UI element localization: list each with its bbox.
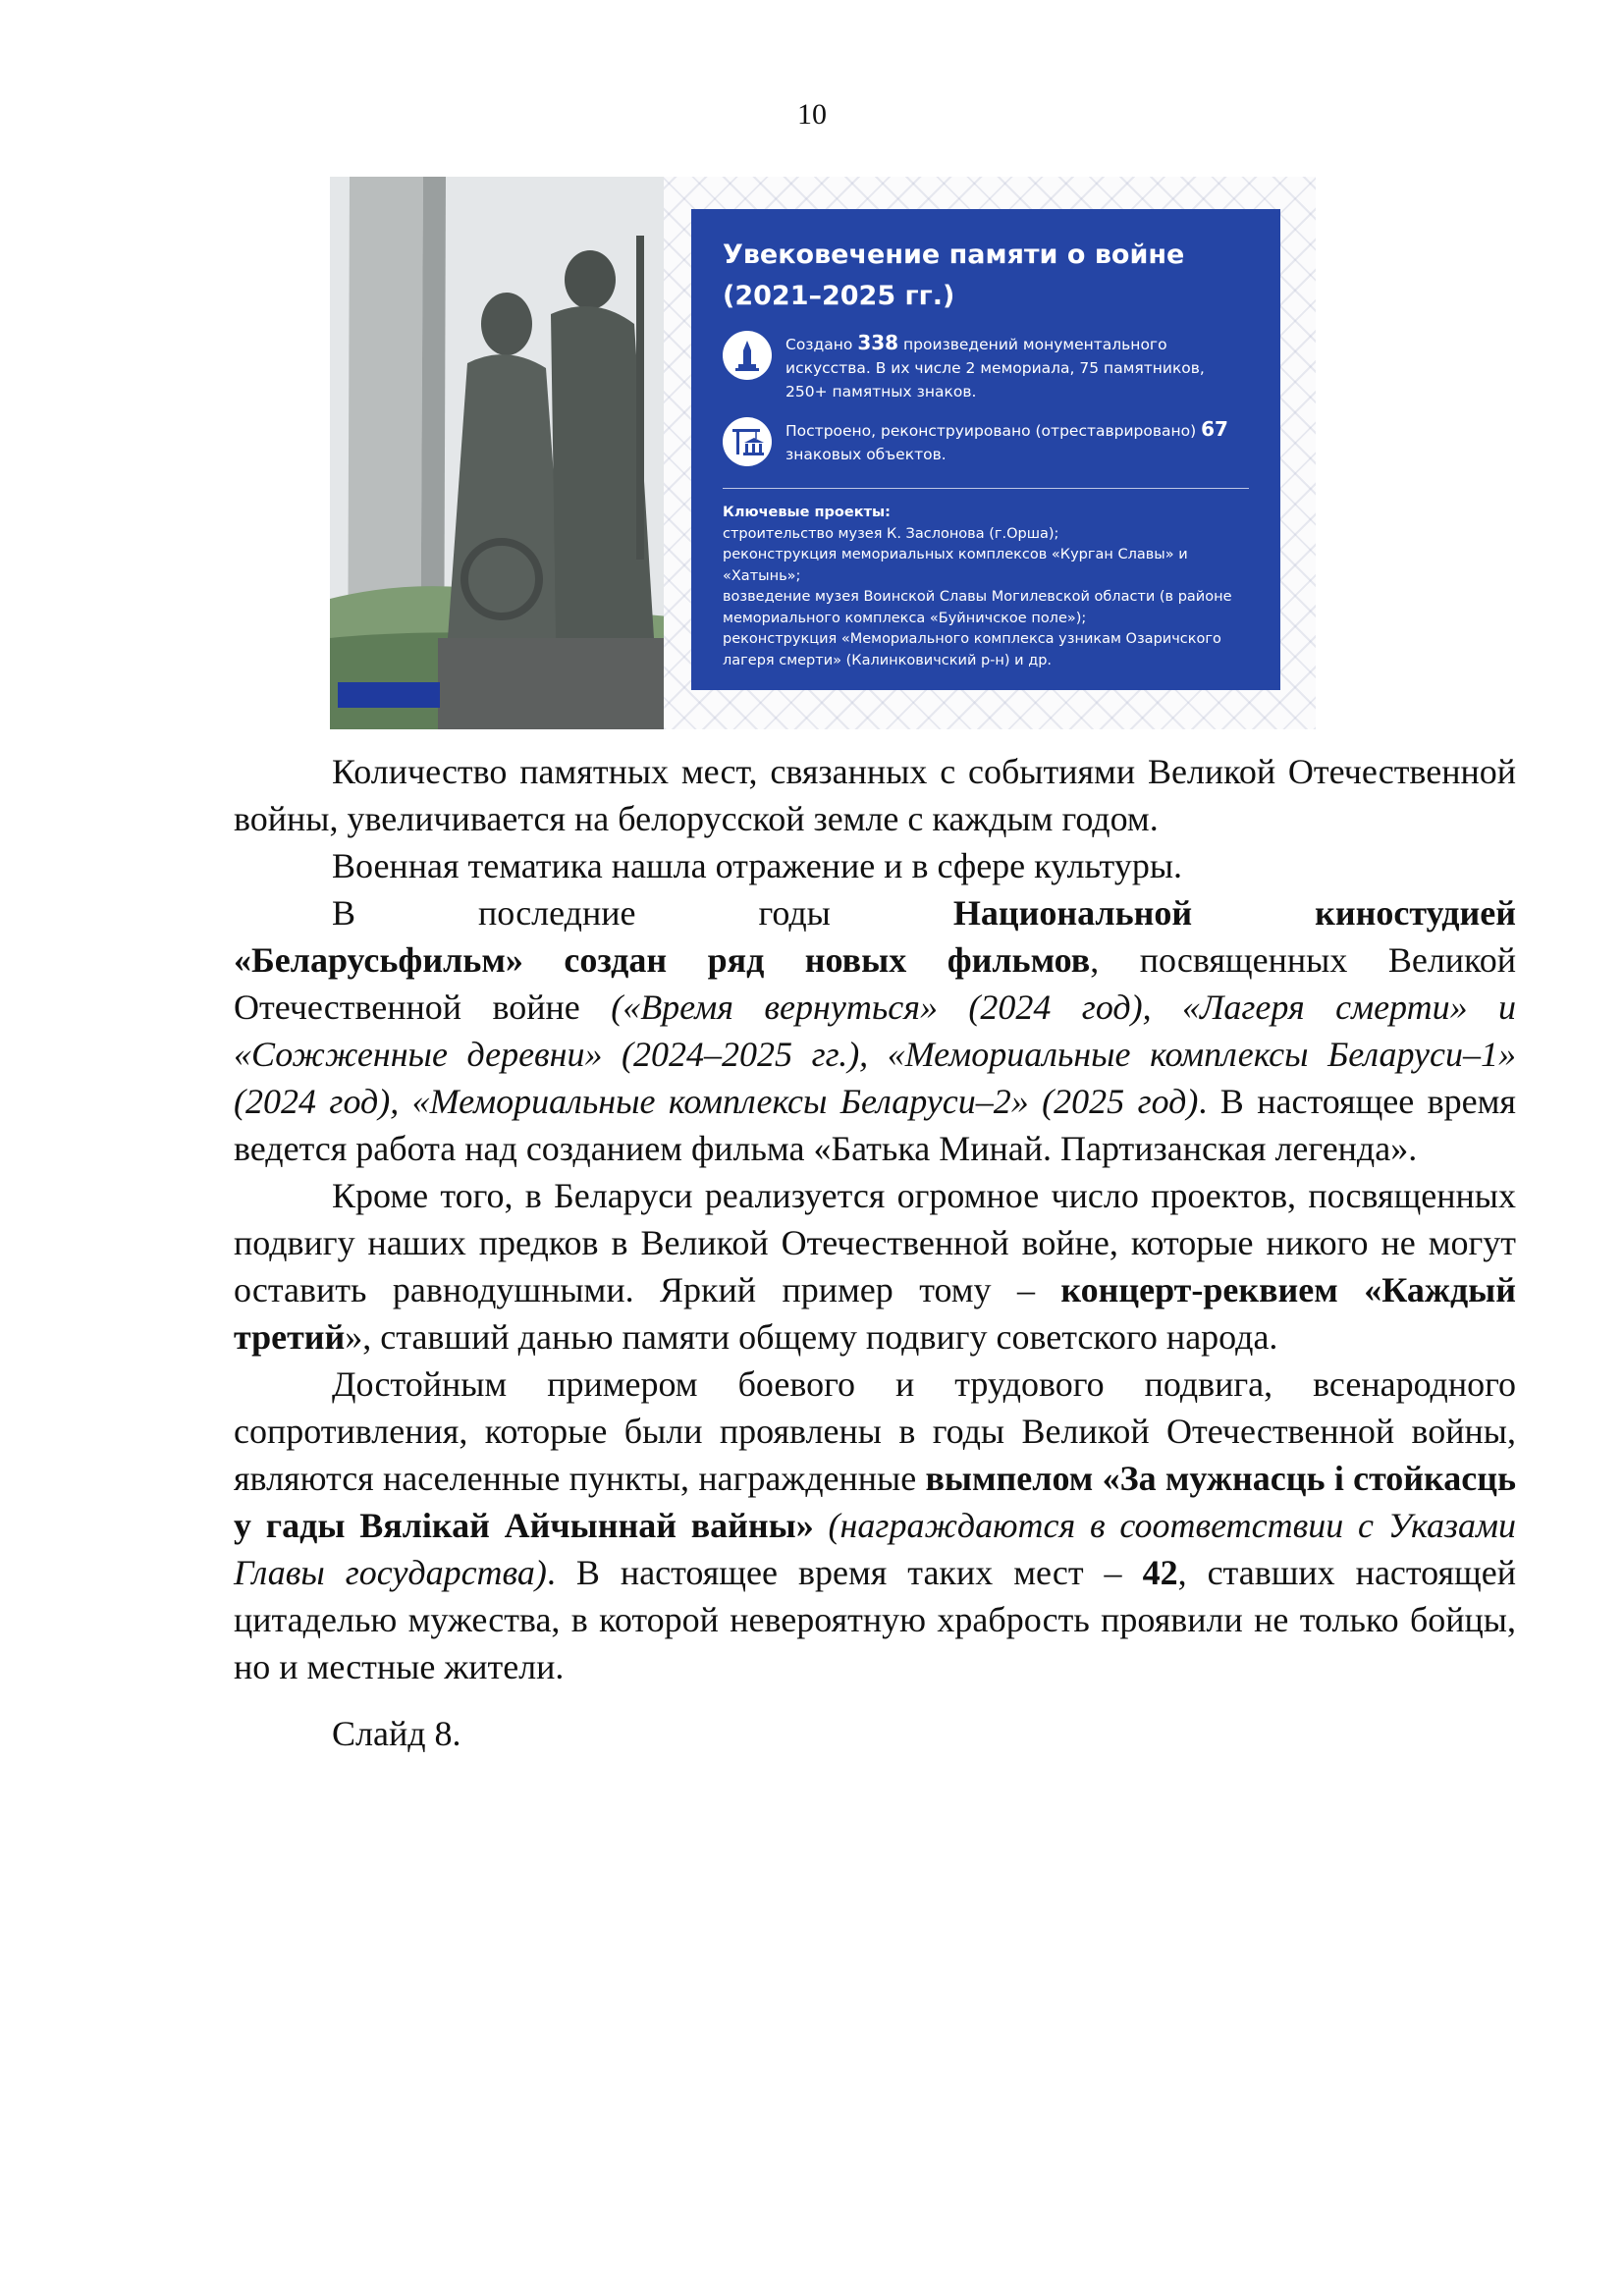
crane-building-icon bbox=[723, 417, 772, 466]
slide-reference: Слайд 8. bbox=[332, 1714, 461, 1753]
info-panel bbox=[691, 209, 1280, 690]
key-projects: Ключевые проекты: строительство музея К. Заслонова (г.Орша); реконструкция мемориальных комплексов «Курган Славы» и «Хатынь»; возведение музея Воинской Славы Могилевской области (в районе мемориального комплекса «Буйничское поле»); реконструкция «Мемориального комплекса узникам Озаричского лагеря смерти» (Калинковичский р-н) и др. bbox=[723, 503, 1249, 671]
paragraph-pennant: Достойным примером боевого и трудового подвига, всенародного сопротивления, которые были проявлены в годы Великой Отечественной войны, являются населенные пункты, награжденные вымпелом «За мужнасць і стойкасць у гады Вялікай Айчыннай вайны» (награждаются в соответствии с Указами Главы государства). В настоящее время таких мест – 42, ставших настоящей цитаделью мужества, в которой невероятную храбрость проявили не только бойцы, но и местные жители. bbox=[234, 1364, 1517, 1686]
paragraph-films: «Беларусьфильм» создан ряд новых фильмов, посвященных Великой Отечественной войне («Время вернуться» (2024 год), «Лагеря смерти» и «Сожженные деревни» (2024–2025 гг.), «Мемориальные комплексы Беларуси–1» (2024 год), «Мемориальные комплексы Беларуси–2» (2025 год). В настоящее время ведется работа над созданием фильма «Батька Минай. Партизанская легенда». bbox=[234, 940, 1516, 1168]
paragraph-concert: Кроме того, в Беларуси реализуется огромное число проектов, посвященных подвигу наших предков в Великой Отечественной войне, которые никого не могут оставить равнодушными. Яркий пример тому – концерт-реквием «Каждый третий», ставший данью памяти общему подвигу советского народа. bbox=[234, 1176, 1516, 1357]
project-item: реконструкция «Мемориального комплекса узникам Озаричского лагеря смерти» (Калинковичский р-н) и др. bbox=[723, 631, 1221, 668]
panel-title: Увековечение памяти о войне (2021–2025 гг.) bbox=[723, 240, 1185, 311]
page-number: 10 bbox=[797, 98, 827, 131]
stat-objects: Построено, реконструировано (отреставрировано) 67 знаковых объектов. bbox=[723, 417, 1249, 466]
paragraph-culture: Военная тематика нашла отражение и в сфере культуры. bbox=[332, 846, 1183, 885]
stat-monuments: Создано 338 произведений монументального искусства. В их числе 2 мемориала, 75 памятников, 250+ памятных знаков. bbox=[723, 331, 1249, 403]
project-item: строительство музея К. Заслонова (г.Орша); bbox=[723, 525, 1059, 542]
monument-photo bbox=[330, 177, 693, 729]
project-item: возведение музея Воинской Славы Могилевской области (в районе мемориального комплекса «Буйничское поле»); bbox=[723, 589, 1232, 626]
project-item: реконструкция мемориальных комплексов «Курган Славы» и «Хатынь»; bbox=[723, 547, 1188, 584]
body-text bbox=[234, 748, 1516, 1757]
slide-figure bbox=[330, 177, 1316, 729]
monument-icon bbox=[723, 331, 772, 380]
stat-number-67: 67 bbox=[1201, 417, 1228, 441]
paragraph-memorial-places: Количество памятных мест, связанных с событиями Великой Отечественной войны, увеличивается на белорусской земле с каждым годом. bbox=[234, 752, 1516, 838]
accent-bar bbox=[338, 682, 440, 708]
stat-number-338: 338 bbox=[857, 331, 899, 354]
paragraph-films-first-line: В последние годы Национальной киностудией bbox=[332, 893, 1516, 933]
panel-divider bbox=[723, 488, 1249, 489]
